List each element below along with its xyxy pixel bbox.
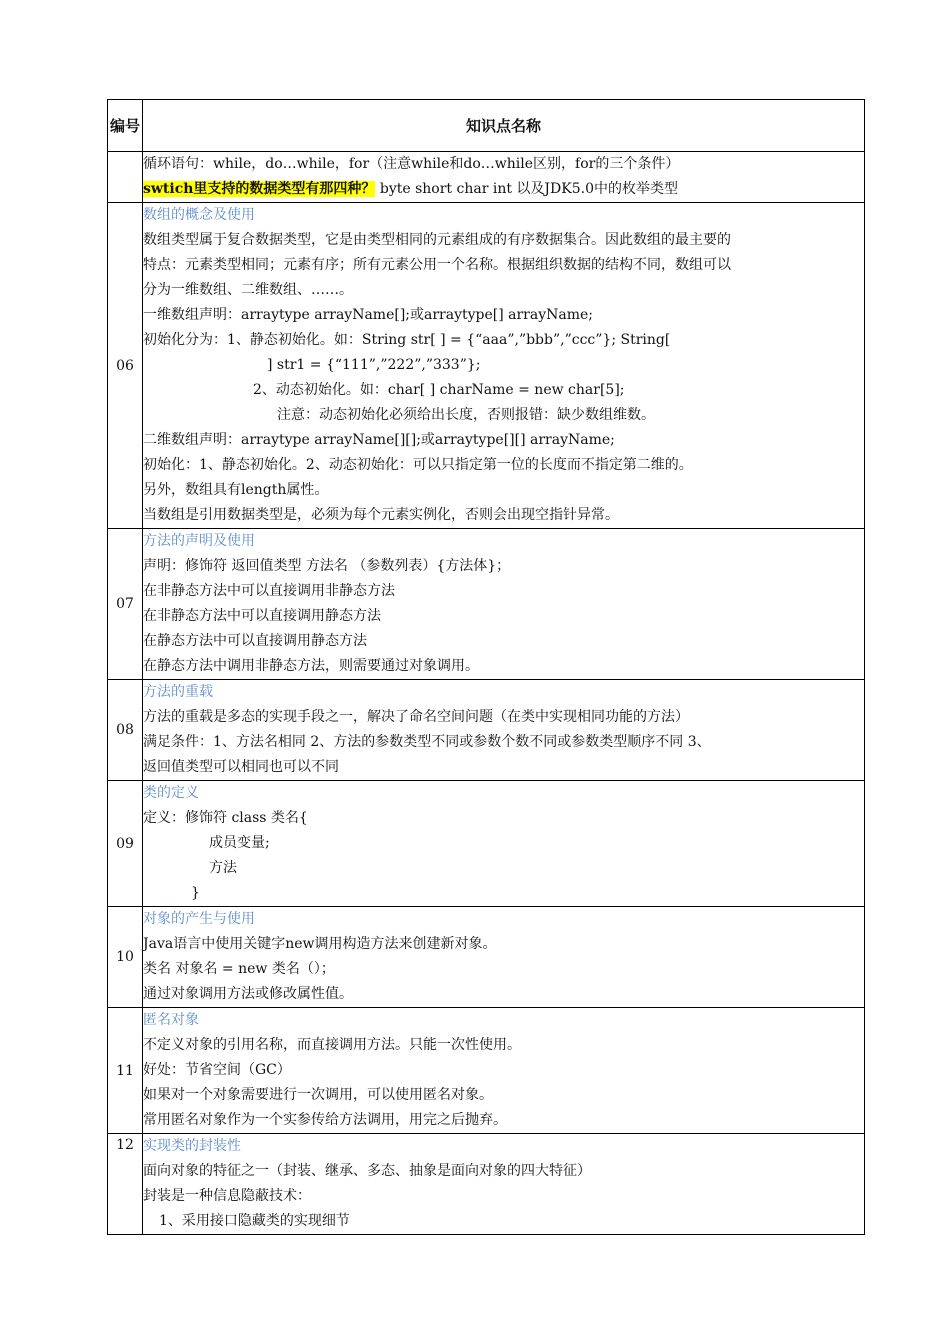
content-line: 面向对象的特征之一（封装、继承、多态、抽象是面向对象的四大特征） bbox=[143, 1163, 591, 1179]
row-number: 07 bbox=[108, 529, 143, 680]
row-number: 12 bbox=[108, 1134, 143, 1235]
row-number: 10 bbox=[108, 907, 143, 1008]
content-line: 封装是一种信息隐蔽技术： bbox=[143, 1188, 311, 1204]
content-line: 在静态方法中调用非静态方法，则需要通过对象调用。 bbox=[143, 658, 479, 674]
content-line bbox=[143, 177, 864, 202]
section-heading: 对象的产生与使用 bbox=[143, 911, 255, 927]
table-row bbox=[108, 1134, 865, 1235]
section-heading: 类的定义 bbox=[143, 785, 199, 801]
content-line: 在静态方法中可以直接调用静态方法 bbox=[143, 633, 367, 649]
content-line: 另外，数组具有length属性。 bbox=[143, 482, 329, 498]
content-line: 初始化：1、静态初始化。2、动态初始化：可以只指定第一位的长度而不指定第二维的。 bbox=[143, 457, 693, 473]
knowledge-table bbox=[107, 99, 865, 1235]
content-line: 不定义对象的引用名称，而直接调用方法。只能一次性使用。 bbox=[143, 1037, 521, 1053]
row-content bbox=[143, 680, 865, 781]
content-line: 如果对一个对象需要进行一次调用，可以使用匿名对象。 bbox=[143, 1087, 493, 1103]
content-line: 类名 对象名 = new 类名（）； bbox=[143, 961, 335, 977]
row-content bbox=[143, 907, 865, 1008]
table-row bbox=[108, 1008, 865, 1134]
content-line: 返回值类型可以相同也可以不同 bbox=[143, 759, 339, 775]
content-line: } bbox=[191, 885, 200, 901]
row-number: 09 bbox=[108, 781, 143, 907]
content-line: 声明：修饰符 返回值类型 方法名 （参数列表）{方法体}； bbox=[143, 558, 511, 574]
content-line: 满足条件：1、方法名相同 2、方法的参数类型不同或参数个数不同或参数类型顺序不同 3、 bbox=[143, 734, 711, 750]
content-line: 1、采用接口隐藏类的实现细节 bbox=[159, 1213, 350, 1229]
table-row bbox=[108, 781, 865, 907]
section-heading: 方法的声明及使用 bbox=[143, 533, 255, 549]
content-line: 好处：节省空间（GC） bbox=[143, 1062, 291, 1078]
content-line: 在非静态方法中可以直接调用非静态方法 bbox=[143, 583, 395, 599]
table-row bbox=[108, 152, 865, 203]
content-line: 定义：修饰符 class 类名{ bbox=[143, 810, 308, 826]
content-line: 成员变量; bbox=[209, 835, 270, 851]
content-line: 方法 bbox=[209, 860, 237, 876]
content-line: 特点：元素类型相同；元素有序；所有元素公用一个名称。根据组织数据的结构不同，数组可以 bbox=[143, 257, 731, 273]
content-line: 二维数组声明：arraytype arrayName[][];或arraytype[][] arrayName; bbox=[143, 432, 615, 448]
row-number: 06 bbox=[108, 203, 143, 529]
table-row bbox=[108, 907, 865, 1008]
row-content bbox=[143, 1008, 865, 1134]
row-number bbox=[108, 152, 143, 203]
content-line: 2、动态初始化。如：char[ ] charName = new char[5]; bbox=[253, 382, 625, 398]
section-heading: 匿名对象 bbox=[143, 1012, 199, 1028]
content-line: 数组类型属于复合数据类型，它是由类型相同的元素组成的有序数据集合。因此数组的最主要的 bbox=[143, 232, 731, 248]
table-row bbox=[108, 203, 865, 529]
row-content bbox=[143, 781, 865, 907]
row-number: 11 bbox=[108, 1008, 143, 1134]
table-row bbox=[108, 529, 865, 680]
content-line: ] str1 = {“111”,”222”,”333”}; bbox=[267, 357, 481, 373]
row-content bbox=[143, 1134, 865, 1235]
content-line: 初始化分为：1、静态初始化。如：String str[ ] = {“aaa”,”bbb”,”ccc”}; String[ bbox=[143, 332, 671, 348]
content-line: 方法的重载是多态的实现手段之一，解决了命名空间问题（在类中实现相同功能的方法） bbox=[143, 709, 689, 725]
row-content bbox=[143, 203, 865, 529]
content-line: 当数组是引用数据类型是，必须为每个元素实例化，否则会出现空指针异常。 bbox=[143, 507, 619, 523]
row-content bbox=[143, 152, 865, 203]
switch-types-text: byte short char int 以及JDK5.0中的枚举类型 bbox=[375, 181, 678, 197]
content-line: 常用匿名对象作为一个实参传给方法调用，用完之后抛弃。 bbox=[143, 1112, 507, 1128]
content-line: 一维数组声明：arraytype arrayName[];或arraytype[] arrayName; bbox=[143, 307, 594, 323]
content-line: 通过对象调用方法或修改属性值。 bbox=[143, 986, 353, 1002]
section-heading: 数组的概念及使用 bbox=[143, 207, 255, 223]
content-line: 分为一维数组、二维数组、……。 bbox=[143, 282, 353, 298]
table-row bbox=[108, 680, 865, 781]
document-page bbox=[107, 99, 864, 1235]
header-num: 编号 bbox=[108, 100, 143, 152]
header-title: 知识点名称 bbox=[143, 100, 865, 152]
row-content bbox=[143, 529, 865, 680]
header-row bbox=[108, 100, 865, 152]
section-heading: 方法的重载 bbox=[143, 684, 213, 700]
highlighted-question: swtich里支持的数据类型有那四种？ bbox=[143, 181, 376, 197]
content-line: 循环语句：while，do…while，for（注意while和do…while区别，for的三个条件） bbox=[143, 156, 680, 172]
content-line: 在非静态方法中可以直接调用静态方法 bbox=[143, 608, 381, 624]
section-heading: 实现类的封装性 bbox=[143, 1138, 241, 1154]
content-line: Java语言中使用关键字new调用构造方法来创建新对象。 bbox=[143, 936, 497, 952]
content-line: 注意：动态初始化必须给出长度，否则报错：缺少数组维数。 bbox=[277, 407, 655, 423]
row-number: 08 bbox=[108, 680, 143, 781]
